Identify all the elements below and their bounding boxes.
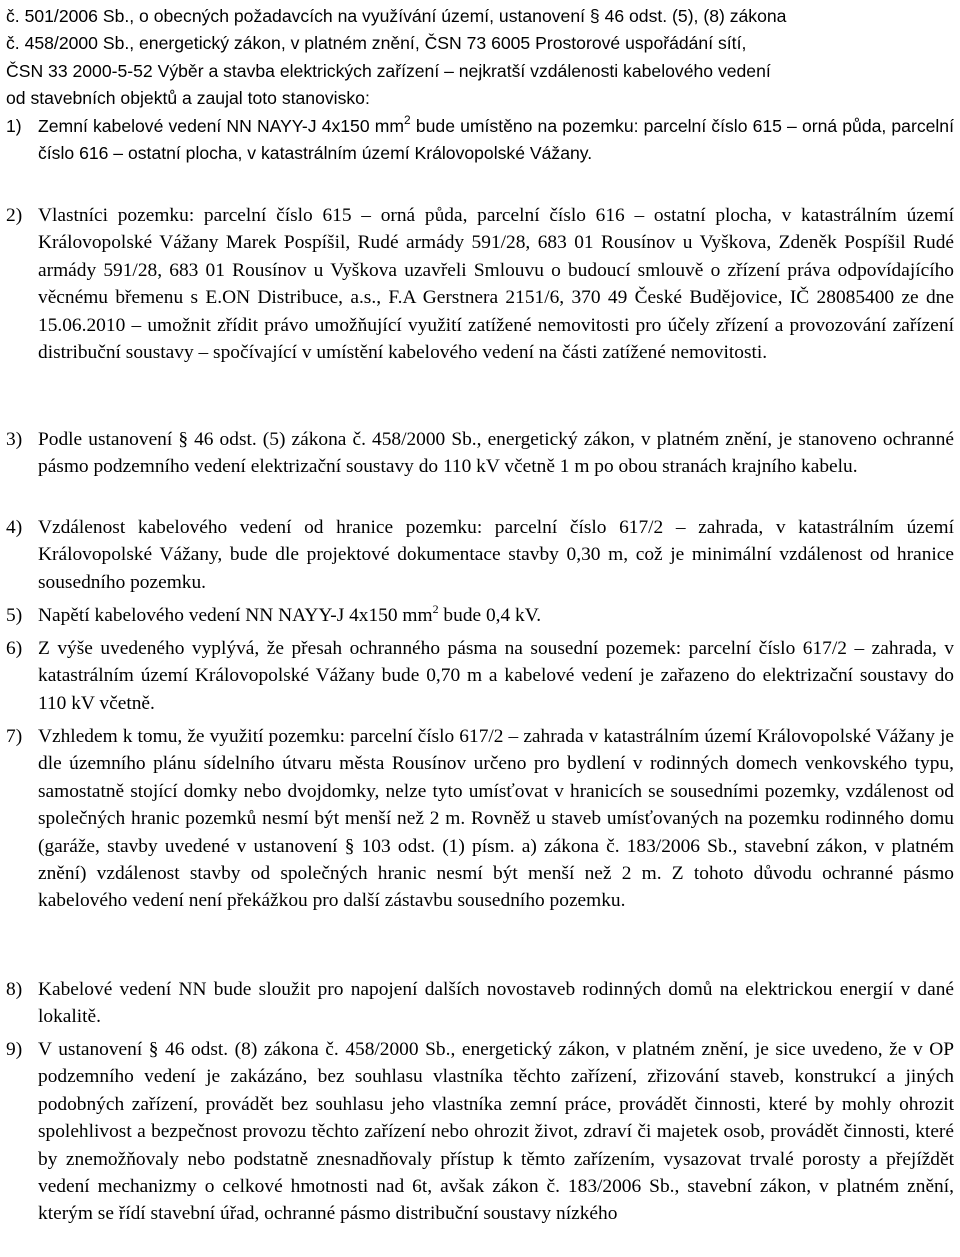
item-text: Kabelové vedení NN bude sloužit pro napojení dalších novostaveb rodinných domů na elektrickou energií v dané lokalitě.	[38, 979, 954, 1028]
intro-line: č. 458/2000 Sb., energetický zákon, v platném znění, ČSN 73 6005 Prostorové uspořádání sítí,	[6, 33, 747, 54]
item-text-part: bude umístěno na pozemku: parcelní číslo 615 – orná půda, parcelní číslo 616 – ostatní plocha, v katastrálním území Královopolské Vážany.	[38, 116, 954, 164]
list-item	[6, 426, 954, 481]
item-text-part: Napětí kabelového vedení NN NAYY-J 4x150 mm	[38, 605, 433, 626]
item-text-part: bude 0,4 kV.	[438, 605, 542, 626]
intro-line: od stavebních objektů a zaujal toto stanovisko:	[6, 88, 370, 109]
item-text: V ustanovení § 46 odst. (8) zákona č. 458/2000 Sb., energetický zákon, v platném znění, je sice uvedeno, že v OP podzemního vedení je zakázáno, bez souhlasu vlastníka těchto zařízení, zřizování staveb, konstrukcí a jiných podobných zařízení, provádět bez souhlasu jeho vlastníka zemní práce, provádět činnosti, které by mohly ohrozit spolehlivost a bezpečnost provozu těchto zařízení nebo ohrozit život, zdraví či majetek osob, provádět činnosti, které by znemožňovaly nebo podstatně znesnadňovaly přístup k těmto zařízením, vysazovat trvalé porosty a přejíždět vedení mechanizmy o celkové hmotnosti nad 6t, avšak zákon č. 183/2006 Sb., stavební zákon, v platném znění, kterým se řídí stavební úřad, ochranné pásmo distribuční soustavy nízkého	[38, 1039, 954, 1225]
list-item	[6, 976, 954, 1031]
list-item	[6, 113, 954, 168]
item-number: 6)	[6, 638, 23, 659]
item-number: 1)	[6, 116, 22, 136]
list-item	[6, 635, 954, 717]
item-text: Z výše uvedeného vyplývá, že přesah ochranného pásma na sousední pozemek: parcelní číslo 617/2 – zahrada, v katastrálním území Královopolské Vážany bude 0,70 m a kabelové vedení je zařazeno do elektrizační soustavy do 110 kV včetně.	[38, 638, 954, 714]
item-number: 3)	[6, 429, 23, 450]
item-number: 7)	[6, 726, 23, 747]
item-number: 4)	[6, 517, 23, 538]
intro-line: č. 501/2006 Sb., o obecných požadavcích na využívání území, ustanovení § 46 odst. (5), (8) zákona	[6, 6, 787, 26]
item-number: 5)	[6, 605, 23, 626]
list-item	[6, 1036, 954, 1228]
list-item	[6, 514, 954, 596]
item-text-part: Zemní kabelové vedení NN NAYY-J 4x150 mm	[38, 116, 405, 136]
item-text	[38, 602, 954, 629]
superscript: 2	[432, 602, 439, 616]
item-text: Podle ustanovení § 46 odst. (5) zákona č. 458/2000 Sb., energetický zákon, v platném znění, je stanoveno ochranné pásmo podzemního vedení elektrizační soustavy do 110 kV včetně 1 m po obou stranách krajního kabelu.	[38, 429, 954, 478]
intro-line: ČSN 33 2000-5-52 Výběr a stavba elektrických zařízení – nejkratší vzdálenosti kabelového vedení	[6, 60, 771, 81]
list-item	[6, 602, 954, 629]
item-text	[38, 113, 954, 168]
item-number: 9)	[6, 1039, 23, 1060]
superscript: 2	[404, 113, 411, 127]
list-item	[6, 723, 954, 915]
list-item	[6, 202, 954, 366]
item-number: 2)	[6, 205, 23, 226]
item-text: Vlastníci pozemku: parcelní číslo 615 – orná půda, parcelní číslo 616 – ostatní plocha, v katastrálním území Královopolské Vážany Marek Pospíšil, Rudé armády 591/28, 683 01 Rousínov u Vyškova, Zdeněk Pospíšil Rudé armády 591/28, 683 01 Rousínov u Vyškova uzavřeli Smlouvu o budoucí smlouvě o zřízení práva odpovídajícího věcnému břemenu s E.ON Distribuce, a.s., F.A Gerstnera 2151/6, 370 49 České Budějovice, IČ 28085400 ze dne 15.06.2010 – umožnit zřídit právo umožňující využití zatížené nemovitosti pro účely zřízení a provozování zařízení distribuční soustavy – spočívající v umístění kabelového vedení na části zatížené nemovitosti.	[38, 205, 954, 364]
item-text: Vzdálenost kabelového vedení od hranice pozemku: parcelní číslo 617/2 – zahrada, v katastrálním území Královopolské Vážany, bude dle projektové dokumentace stavby 0,30 m, což je minimální vzdálenost od hranice sousedního pozemku.	[38, 517, 954, 593]
intro-paragraph	[6, 3, 954, 113]
item-number: 8)	[6, 979, 23, 1000]
item-text: Vzhledem k tomu, že využití pozemku: parcelní číslo 617/2 – zahrada v katastrálním území Královopolské Vážany je dle územního plánu sídelního útvaru města Rousínov určeno pro bydlení v rodinných domech venkovského typu, samostatně stojící domky nebo dvojdomky, nelze tyto umísťovat v hranicích se sousedními pozemky, vzdálenost od společných hranic pozemků nesmí být menší než 2 m. Rovněž u staveb umísťovaných na pozemku rodinného domu (garáže, stavby uvedené v ustanovení § 103 odst. (1) písm. a) zákona č. 183/2006 Sb., stavební zákon, v platném znění) vzdálenost stavby od společných hranic nesmí být menší než 2 m. Z tohoto důvodu ochranné pásmo kabelového vedení není překážkou pro další zástavbu sousedního pozemku.	[38, 726, 954, 912]
